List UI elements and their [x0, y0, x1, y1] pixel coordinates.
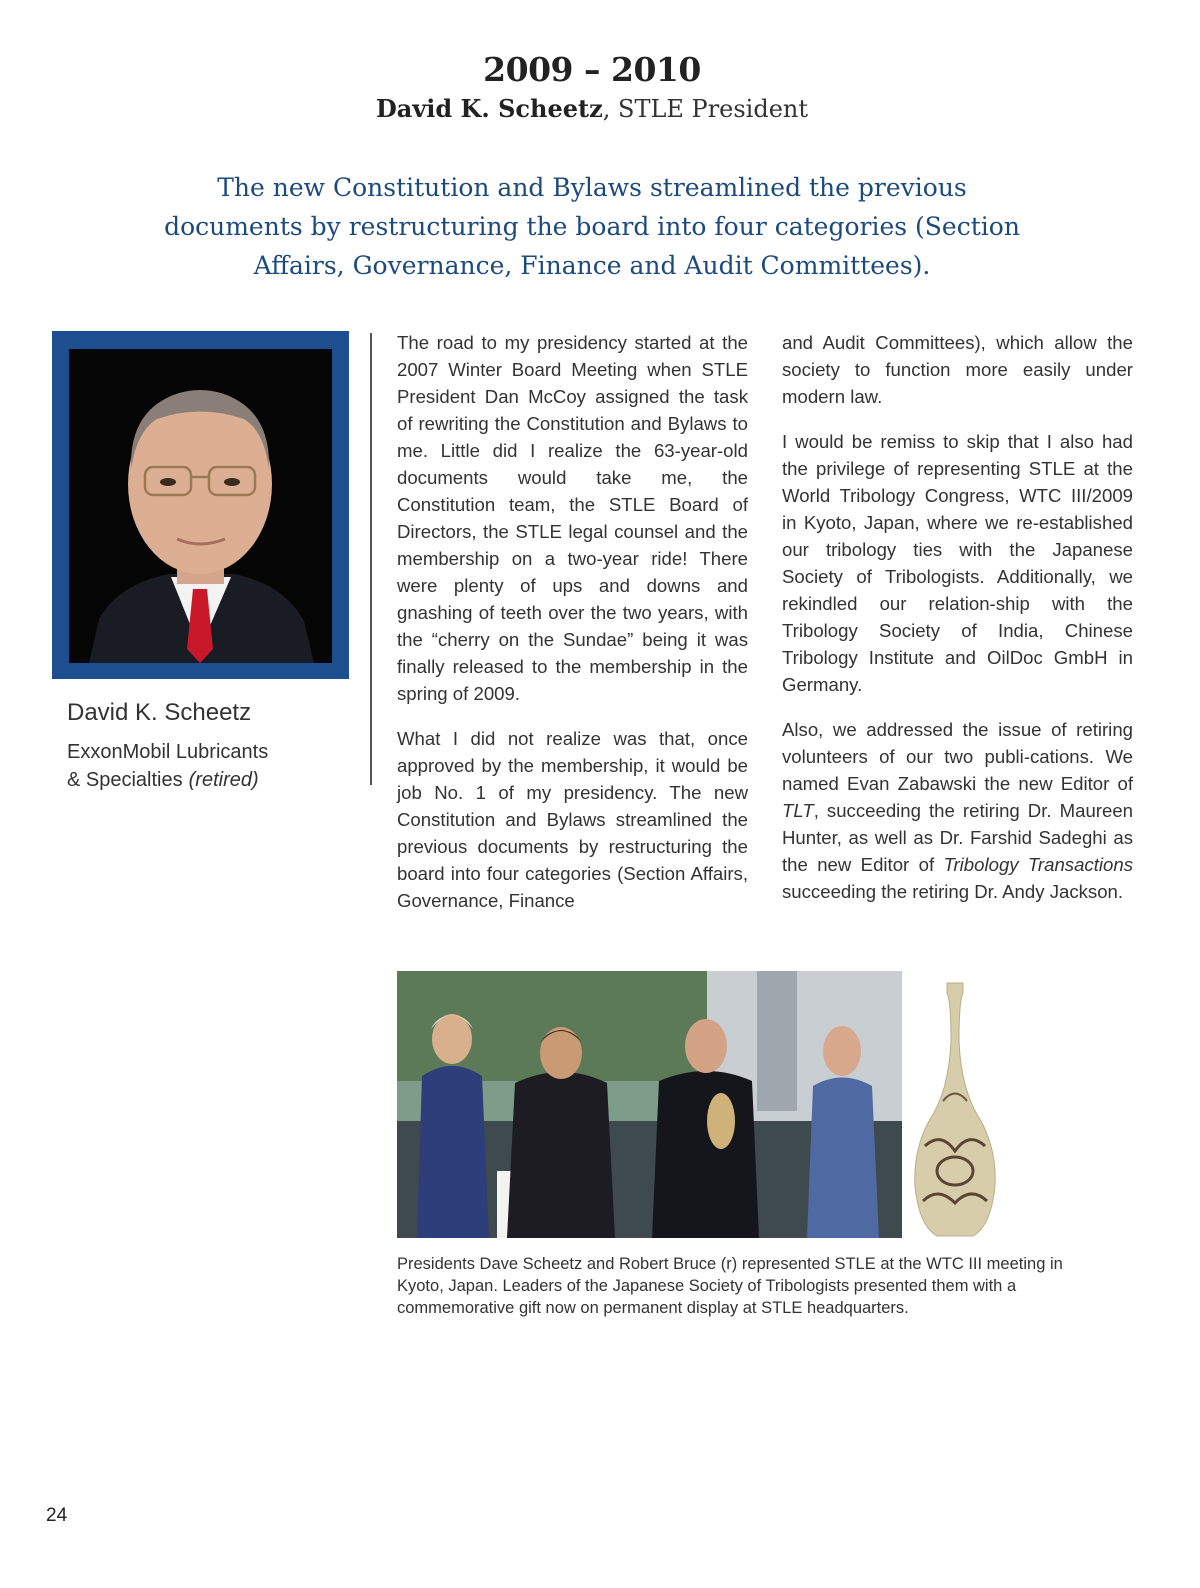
affiliation-line-2 [67, 766, 268, 794]
group-photo-illustration [397, 971, 902, 1238]
body-paragraph-2: What I did not realize was that, once approved by the membership, it would be job No. 1 of my presidency. The new Constitution and Bylaws streamlined the previous documents by restructuring the board into four categories (Section Affairs, Governance, Finance [397, 728, 748, 911]
portrait-illustration [69, 349, 332, 663]
president-name: David K. Scheetz [375, 94, 603, 123]
profile-affiliation [67, 738, 268, 794]
pull-quote: The new Constitution and Bylaws streamlined the previous documents by restructuring the board into four categories (Section Affairs, Governance, Finance and Audit Committees). [164, 173, 1020, 280]
body-paragraph-4 [782, 716, 1133, 905]
p4-part-b: , succeeding the retiring Dr. Maureen Hunter, as well as Dr. Farshid Sadeghi as the new Editor of [782, 800, 1133, 875]
affiliation-company: & Specialties [67, 769, 183, 791]
group-photo [397, 971, 902, 1238]
p4-tribology-transactions: Tribology Transactions [943, 854, 1133, 875]
vase-illustration [913, 981, 997, 1238]
affiliation-note: (retired) [188, 769, 259, 791]
portrait-frame [52, 331, 349, 679]
photo-caption: Presidents Dave Scheetz and Robert Bruce (r) represented STLE at the WTC III meeting in Kyoto, Japan. Leaders of the Japanese Society of Tribologists presented them with a commemorative gift now on permanent display at STLE headquarters. [397, 1255, 1063, 1317]
body-column-1 [397, 329, 748, 932]
commemorative-vase-photo [913, 981, 997, 1238]
president-title: , STLE President [602, 95, 809, 123]
p4-part-a: Also, we addressed the issue of retiring volunteers of our two publi-cations. We named Evan Zabawski the new Editor of [782, 719, 1133, 794]
president-line [0, 94, 1184, 123]
p4-tlt: TLT [782, 800, 814, 821]
profile-name: David K. Scheetz [67, 699, 252, 726]
page-year-heading: 2009 – 2010 [483, 50, 701, 89]
affiliation-line-1: ExxonMobil Lubricants [67, 741, 269, 763]
page-number: 24 [46, 1505, 68, 1526]
body-column-2 [782, 329, 1133, 923]
body-paragraph-2-continued: and Audit Committees), which allow the society to function more easily under modern law. [782, 332, 1133, 407]
p4-part-c: succeeding the retiring Dr. Andy Jackson. [782, 881, 1124, 902]
portrait-photo [69, 349, 332, 663]
vertical-divider [370, 333, 372, 785]
body-paragraph-1: The road to my presidency started at the 2007 Winter Board Meeting when STLE President Dan McCoy assigned the task of rewriting the Constitution and Bylaws to me. Little did I realize the 63-year-old documents would take me, the Constitution team, the STLE Board of Directors, the STLE legal counsel and the membership on a two-year ride! There were plenty of ups and downs and gnashing of teeth over the two years, with the “cherry on the Sundae” being it was finally released to the membership in the spring of 2009. [397, 332, 748, 704]
body-paragraph-3: I would be remiss to skip that I also had the privilege of representing STLE at the World Tribology Congress, WTC III/2009 in Kyoto, Japan, where we re-established our tribology ties with the Japanese Society of Tribologists. Additionally, we rekindled our relation-ship with the Tribology Society of India, Chinese Tribology Institute and OilDoc GmbH in Germany. [782, 431, 1133, 695]
